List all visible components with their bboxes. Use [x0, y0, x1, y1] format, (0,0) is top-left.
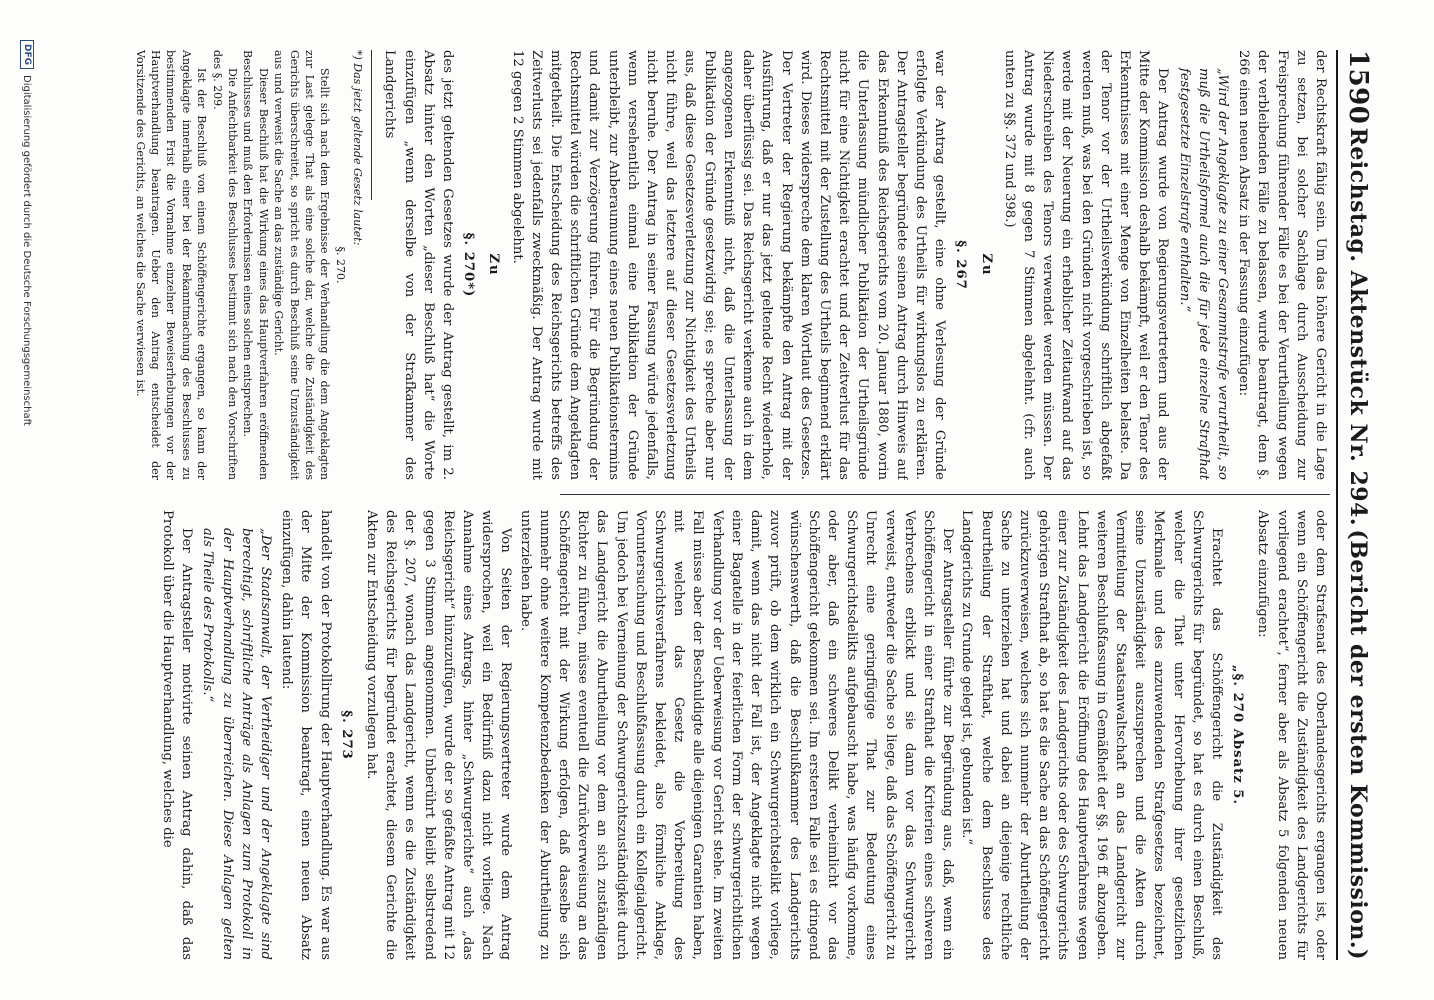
- section-heading: §. 273: [338, 710, 354, 760]
- footnote-paragraph: Ist der Beschluß von einem Schöffengerichte ergangen, so kann der Angeklagte innerhalb einer bei der Bekanntmachung des Beschlusses zu bestimmenden Frist die Vornahme einzelner Beweiserhebungen vor der Hauptverhandlung beantragen. Ueber den Antrag entscheidet der Vorsitzende des Gerichts, an welches die Sache verwiesen ist.: [133, 50, 209, 480]
- paragraph: des jetzt geltenden Gesetzes wurde der Antrag gestellt, im 2. Absatz hinter den Worten „dieser Beschluß hat“ die Worte einzufügen „wenn derselbe von der Strafkammer des Landgerichts: [382, 50, 456, 480]
- quoted-section-heading: „§. 270 Absatz 5.: [1230, 664, 1246, 806]
- footnote-rule: [371, 50, 372, 200]
- section-heading: §. 267: [953, 240, 969, 290]
- footnote-paragraph: Die Anfechtbarkeit des Beschlusses bestimmt sich nach den Vorschriften des §. 209.: [210, 50, 239, 480]
- header-subtitle: (Bericht der ersten Kommission.): [1345, 529, 1371, 960]
- right-column: [60, 510, 1330, 960]
- paragraph: Der Antrag wurde von Regierungsvertretern und aus der Mitte der Kommission deshalb bekämpft, weil er den Tenor des Erkenntnisses mit einer Menge von Einzelheiten belaste. Da der Tenor vor der Urtheilsverkündung schriftlich abgefaßt werden muß, was bei den Gründen nicht vorgeschrieben ist, so werde mit der Neuerung ein erheblicher Zeitaufwand auf das Niederschreiben des Tenors verwendet werden müssen. Der Antrag wurde mit 8 gegen 7 Stimmen abgelehnt. (cfr. auch unten zu §§. 372 und 398.): [1001, 50, 1171, 480]
- footnote-section: §. 270.: [333, 246, 347, 284]
- paragraph: Von Seiten der Regierungsvertreter wurde dem Antrag widersprochen, weil ein Bedürfniß dazu nicht vorliege. Nach Annahme eines Antrags, hinter „Schwurgerichte“ auch „das Reichsgericht“ hinzuzufügen, wurde der so gefaßte Antrag mit 12 gegen 3 Stimmen angenommen. Unberührt bleibt selbstredend der §. 207, wonach das Landgericht, wenn es die Zuständigkeit des Reichsgerichts für begründet erachtet, diesem Gerichte die Akten zur Entscheidung vorzulegen hat.: [364, 510, 514, 960]
- paragraph: handelt von der Protokollirung der Hauptverhandlung. Es war aus der Mitte der Kommission beantragt, einen neuen Absatz einzufügen, dahin lautend:: [279, 510, 333, 960]
- paragraph: oder dem Strafsenat des Oberlandesgerichts ergangen ist, oder wenn ein Schöffengericht die Zuständigkeit des Landgerichts für vorliegend erachtet“, ferner aber als Absatz 5 folgenden neuen Absatz einzufügen:: [1255, 510, 1328, 960]
- quotation: „Der Staatsanwalt, der Vertheidiger und der Angeklagte sind berechtigt, schriftliche Anträge als Anlagen zum Protokoll in der Hauptverhandlung zu überreichen. Diese Anlagen gelten als Theile des Protokolls.“: [200, 528, 274, 960]
- footnote-paragraph: Dieser Beschluß hat die Wirkung eines das Hauptverfahren eröffnenden Beschlusses und muß den Erfordernissen eines solchen entsprechen.: [241, 50, 270, 480]
- footnote: [132, 50, 365, 480]
- paragraph: der Rechtskraft fähig sein. Um das höhere Gericht in die Lage zu setzen, bei solcher Sachlage durch Ausscheidung zur Freisprechung führender Fälle es bei der Verurtheilung wegen der verbleibenden Fälle zu belassen, wurde beantragt, dem §. 266 einen neuen Absatz in der Fassung einzufügen:: [1236, 50, 1328, 480]
- column-divider: [560, 494, 1330, 495]
- section-prefix: Zu: [486, 253, 502, 277]
- footnote-heading: *) Das jetzt geltende Gesetz lautet:: [351, 50, 365, 246]
- footnote-paragraph: Stellt sich nach dem Ergebnisse der Verhandlung die dem Angeklagten zur Last gelegte That als eine solche dar, welche die Zuständigkeit des Gerichts überschreitet, so spricht es durch Beschluß seine Unzuständigkeit aus und verweist die Sache an das zuständige Gericht.: [272, 50, 332, 480]
- section-prefix: Zu: [978, 253, 994, 277]
- page-number: 1590: [1343, 50, 1373, 125]
- paragraph: Der Antragsteller führte zur Begründung aus, daß, wenn ein Schöffengericht in einer Strafthat die Kriterien eines schweren Verbrechens erblickt und sie dann vor das Schwurgericht verweist, entweder die Sache so liege, daß das Schöffengericht zu Unrecht eine geringfügige That zur Bedeutung eines Schwurgerichtsdelikts aufgebauscht habe, was häufig vorkomme, oder aber, daß ein schweres Delikt verheimlicht vor das Schöffengericht gekommen sei. Im ersteren Falle sei es dringend wünschenswerth, daß die Beschlußkammer des Landgerichts zuvor prüft, ob dem wirklich ein Schwurgerichtsdelikt vorliege, damit, wenn das nicht der Fall ist, der Angeklagte nicht wegen einer Bagatelle in der feierlichen Form der schwurgerichtlichen Verhandlung vor der Ueberweisung vor Gericht stehe. Im zweiten Fall müsse aber der Beschuldigte alle diejenigen Garantien haben, mit welchen das Gesetz die Vorbereitung des Schwurgerichtsverfahrens bekleidet, also förmliche Anklage, Voruntersuchung und Beschlußfassung durch ein Kollegialgericht. Um jedoch bei Verneinung der Schwurgerichtszuständigkeit durch das Landgericht die Aburtheilung vor dem an sich zuständigen Richter zu führen, müsse eventuell die Zurückverweisung an das Schöffengericht mit der Wirkung erfolgen, daß dasselbe sich nunmehr ohne weitere Kompetenzbedenken der Aburtheilung zu unterziehen habe.: [517, 510, 956, 960]
- page-header: [1336, 50, 1378, 960]
- section-heading: §. 270*): [461, 232, 477, 298]
- header-title: Reichstag. Aktenstück Nr. 294.: [1345, 127, 1371, 527]
- paragraph: Der Antragsteller motivirte seinen Antrag dahin, daß das Protokoll über die Hauptverhandlung, welches die: [160, 510, 195, 960]
- paragraph: war der Antrag gestellt, eine ohne Verlesung der Gründe erfolgte Verkündung des Urtheils für wirkungslos zu erklären. Der Antragsteller begründete seinen Antrag durch Hinweis auf das Erkenntniß des Reichsgerichts vom 20. Januar 1880, worin die Unterlassung mündlicher Publikation der Urtheilsgründe nicht für eine Nichtigkeit erachtet und der Zeitverlust für das Rechtsmittel mit der Zustellung des Urtheils beginnend erklärt wird. Dieses widerspreche dem klaren Wortlaut des Gesetzes. Der Vertreter der Regierung bekämpfte den Antrag mit der Ausführung, daß er nur das jetzt geltende Recht wiederhole, daher überflüssig sei. Das Reichsgericht verkenne auch in dem angezogenen Erkenntniß nicht, daß die Unterlassung der Publikation der Gründe gesetzwidrig sei; es spreche aber nur aus, daß diese Gesetzesverletzung zur Nichtigkeit des Urtheils nicht führe, weil das letztere auf dieser Gesetzesverletzung nicht beruhe. Der Antrag in seiner Fassung würde jedenfalls, wenn versehentlich einmal eine Publikation der Gründe unterbleibt, zur Anberaumung eines neuen Publikationstermins und damit zur Verzögerung führen. Für die Begründung der Rechtsmittel würden die schriftlichen Gründe dem Angeklagten mitgetheilt. Die Entscheidung des Reichsgerichts betreffs des Zeitverlusts sei jedenfalls zweckmäßig. Der Antrag wurde mit 12 gegen 2 Stimmen abgelehnt.: [509, 50, 948, 480]
- dfg-logo: DFG: [20, 40, 34, 69]
- digitization-credit: [20, 40, 34, 940]
- credit-text: Digitalisierung gefördert durch die Deutsche Forschungsgemeinschaft: [21, 75, 33, 426]
- quotation: Erachtet das Schöffengericht die Zuständigkeit des Schwurgerichts für begründet, so hat es durch einen Beschluß, welcher die That unter Hervorhebung ihrer gesetzlichen Merkmale und des anzuwendenden Strafgesetzes bezeichnet, seine Unzuständigkeit auszusprechen und die Akten durch Vermittelung der Staatsanwaltschaft an das Landgericht zur weiteren Beschlußfassung in Gemäßheit der §§. 196 ff. abzugeben. Lehnt das Landgericht die Eröffnung des Hauptverfahrens wegen einer zur Zuständigkeit des Landgerichts oder des Schwurgerichts gehörigen Strafthat ab, so hat es die Sache an das Schöffengericht zurückzuverweisen, welches sich nunmehr der Aburtheilung der Sache zu unterziehen hat und dabei an diejenige rechtliche Beurtheilung der Strafthat, welche dem Beschlusse des Landgerichts zu Grunde gelegt ist, gebunden ist.“: [959, 510, 1224, 960]
- quotation: „Wird der Angeklagte zu einer Gesammtstrafe verurtheilt, so muß die Urtheilsformel auch die für jede einzelne Strafthat festgesetzte Einzelstrafe enthalten.“: [1176, 68, 1230, 480]
- left-column: [60, 50, 1330, 480]
